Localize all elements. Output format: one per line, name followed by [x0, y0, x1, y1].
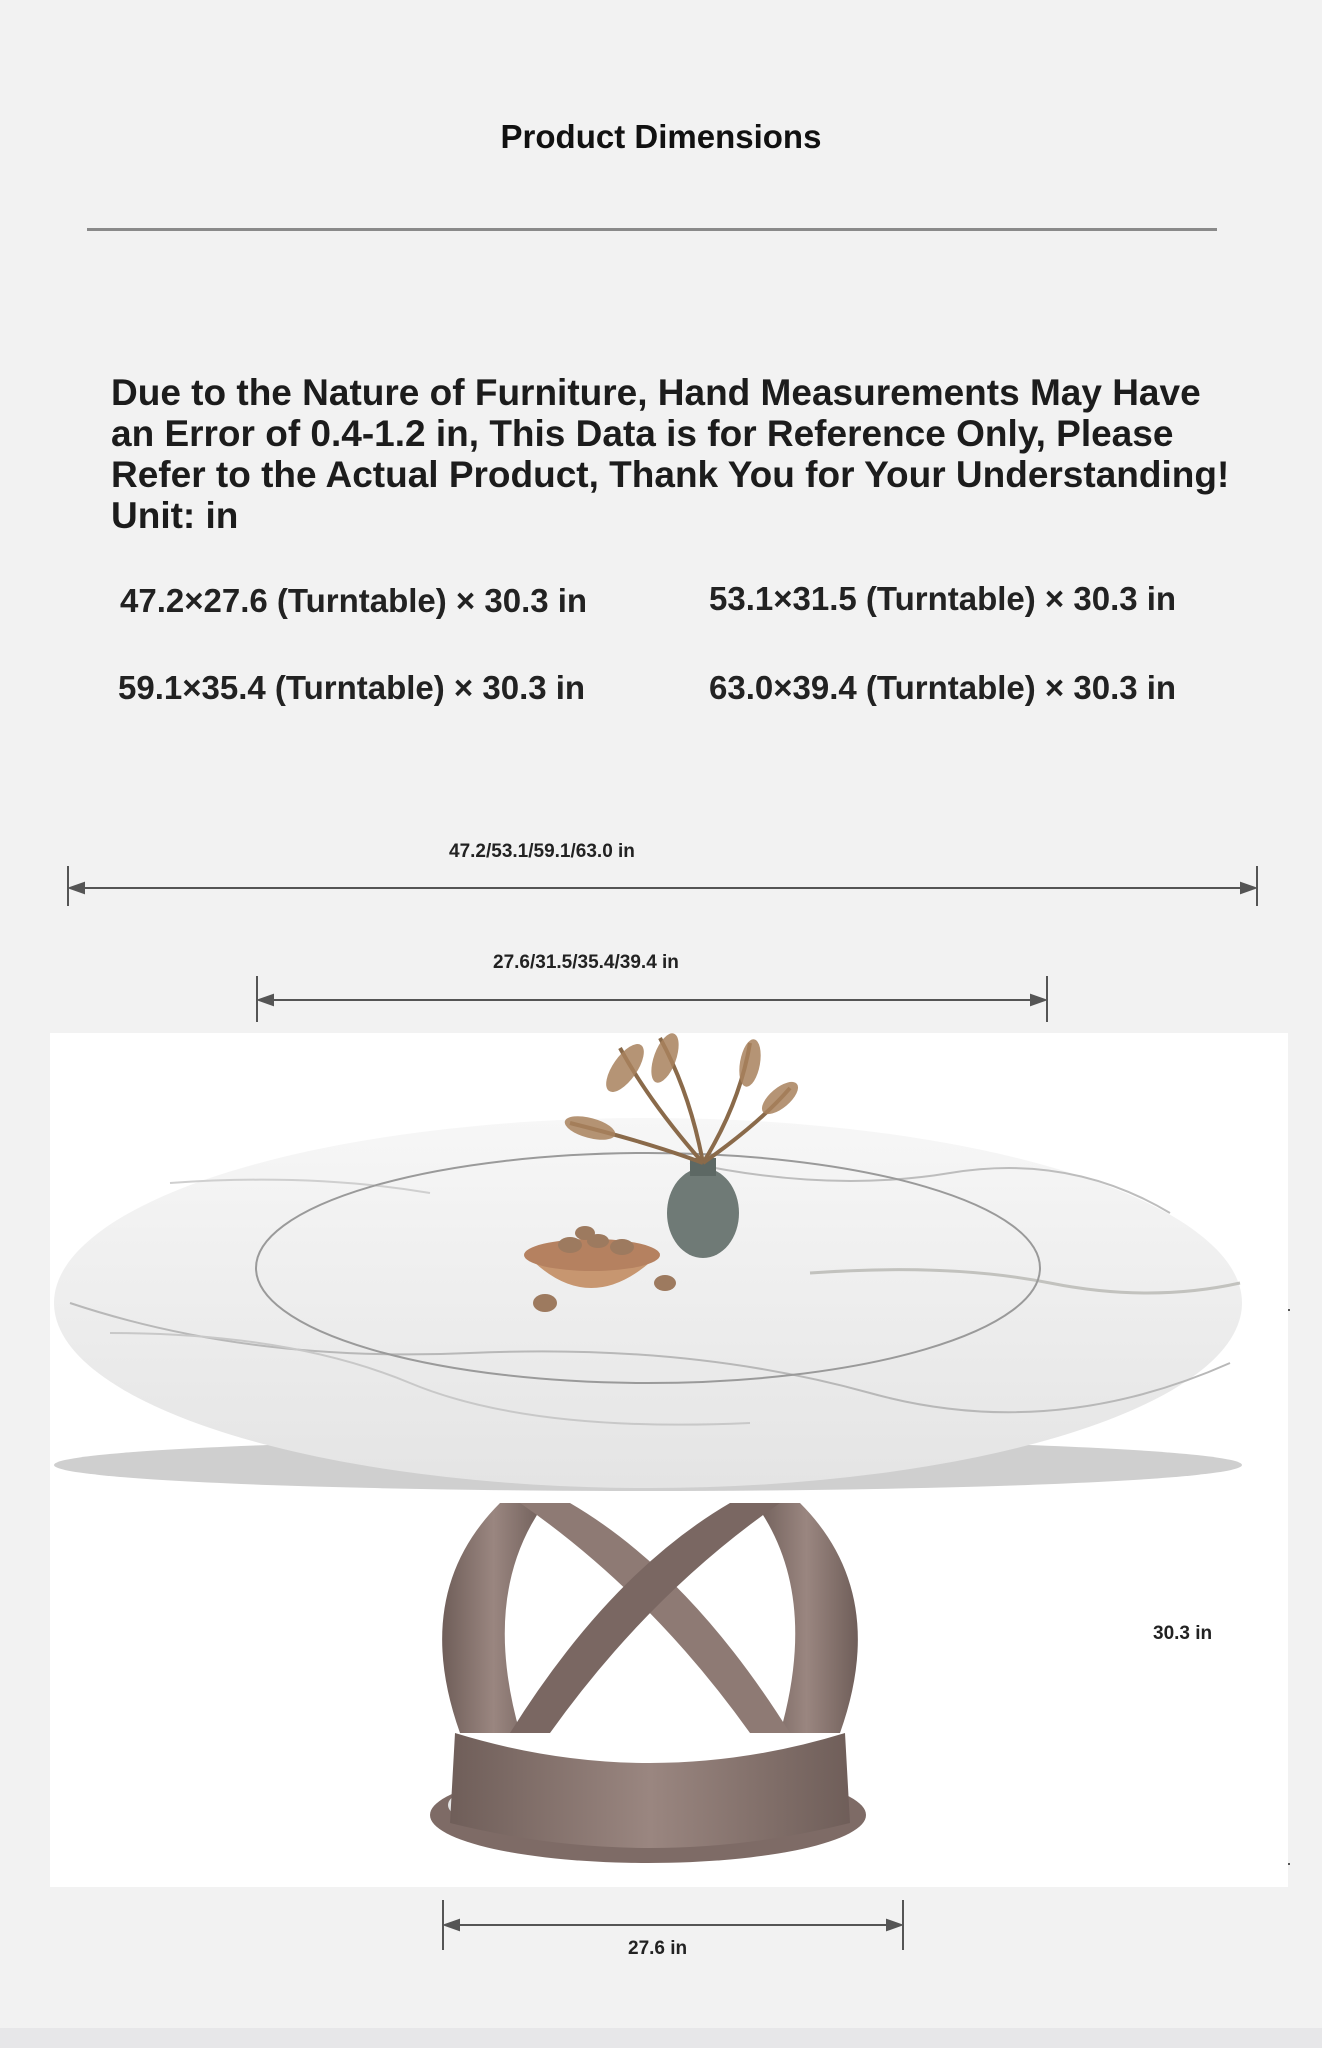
product-photo [50, 1033, 1288, 1887]
size-option-1: 47.2×27.6 (Turntable) × 30.3 in [120, 582, 588, 619]
turntable-width-arrow-left [259, 995, 273, 1005]
page-title: Product Dimensions [500, 118, 822, 155]
base-width-arrow-left [445, 1920, 459, 1930]
turntable-width-label: 27.6/31.5/35.4/39.4 in [493, 952, 679, 973]
pedestal-base [430, 1503, 866, 1863]
base-width-arrow-right [887, 1920, 901, 1930]
overall-width-arrow-left [70, 883, 84, 893]
size-option-3: 59.1×35.4 (Turntable) × 30.3 in [118, 669, 586, 706]
base-width-label: 27.6 in [628, 1938, 688, 1959]
turntable-width-arrow-right [1031, 995, 1045, 1005]
round-dining-table-illustration [50, 1033, 1288, 1887]
bottom-strip [0, 2028, 1322, 2048]
size-option-2: 53.1×31.5 (Turntable) × 30.3 in [709, 580, 1177, 617]
size-option-4: 63.0×39.4 (Turntable) × 30.3 in [709, 669, 1177, 706]
measurement-notice: Due to the Nature of Furniture, Hand Measurements May Have an Error of 0.4-1.2 in, This Data is for Reference Only, Please Refer to the Actual Product, Thank You for Your Understanding! Unit: in [111, 372, 1230, 536]
overall-width-arrow-right [1241, 883, 1255, 893]
overall-width-label: 47.2/53.1/59.1/63.0 in [449, 841, 635, 862]
marble-table-top [54, 1118, 1242, 1491]
height-label: 30.3 in [1153, 1623, 1213, 1644]
